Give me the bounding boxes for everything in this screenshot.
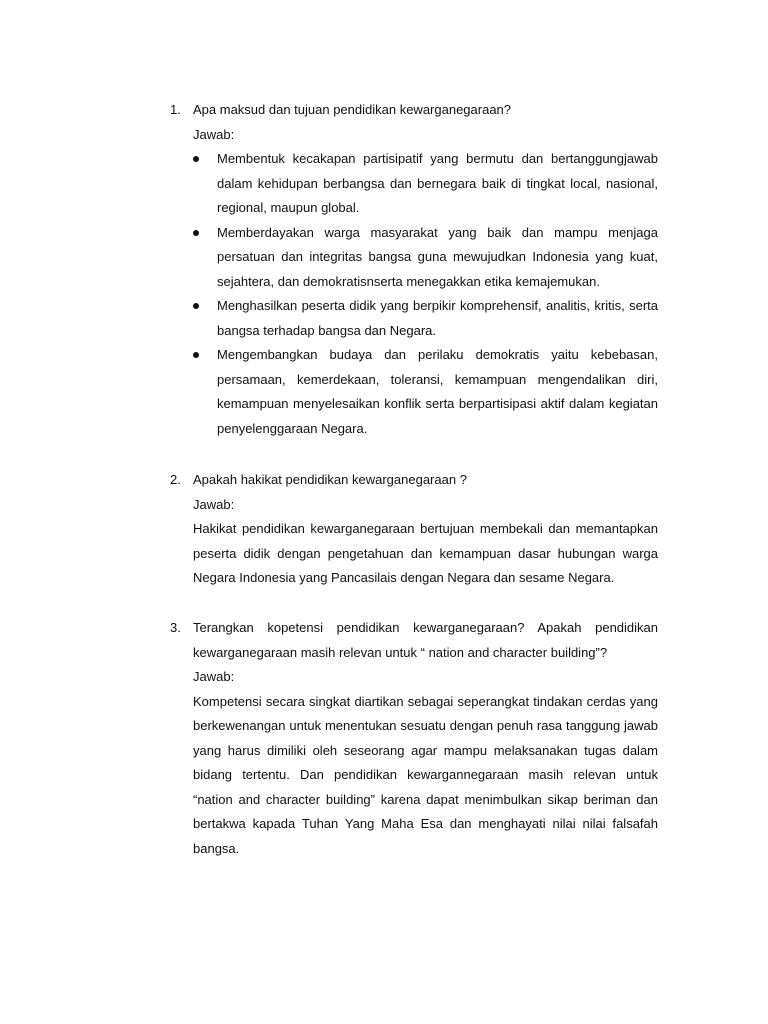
question-number: 2. [170,472,181,487]
answer-line: bidang tertentu. Dan pendidikan kewargannegaraan masih relevan untuk [193,767,658,782]
answer-line: Negara Indonesia yang Pancasilais dengan Negara dan sesame Negara. [193,570,615,585]
bullet-icon [193,352,199,358]
answer-line: berkewenangan untuk menentukan sesuatu dengan penuh rasa tanggung jawab [193,718,658,733]
answer-line: bertakwa kapada Tuhan Yang Maha Esa dan menghayati nilai nilai falsafah [193,816,658,831]
bullet-item [193,147,658,221]
bullet-line: Menghasilkan peserta didik yang berpikir komprehensif, analitis, kritis, serta [217,298,658,313]
bullet-line: kemampuan menyelesaikan konflik serta berpartisipasi aktif dalam kegiatan [217,396,658,411]
answer-line: Hakikat pendidikan kewarganegaraan bertujuan membekali dan memantapkan [193,521,658,536]
bullet-line: persatuan dan integritas bangsa guna mewujudkan Indonesia yang kuat, [217,249,658,264]
bullet-icon [193,303,199,309]
answer-line: “nation and character building” karena dapat menimbulkan sikap beriman dan [193,791,658,807]
bullet-line: persamaan, kemerdekaan, toleransi, kemampuan mengendalikan diri, [217,371,658,387]
bullet-line: sejahtera, dan demokratisnserta menegakkan etika kemajemukan. [217,273,600,289]
question-text: Apa maksud dan tujuan pendidikan kewarganegaraan? [193,102,512,117]
bullet-line: regional, maupun global. [217,200,360,215]
bullet-line: penyelenggaraan Negara. [217,420,368,436]
answer-line: peserta didik dengan pengetahuan dan kemampuan dasar hubungan warga [193,545,658,561]
answer-line: Kompetensi secara singkat diartikan sebagai seperangkat tindakan cerdas yang [193,693,658,709]
question-text: Terangkan kopetensi pendidikan kewarganegaraan? Apakah pendidikan [193,620,658,635]
bullet-item [193,221,658,295]
bullet-line: Mengembangkan budaya dan perilaku demokratis yaitu kebebasan, [217,347,658,362]
question-number: 1. [170,102,181,117]
bullet-line: bangsa terhadap bangsa dan Negara. [217,322,437,338]
answer-label: Jawab: [193,496,235,512]
bullet-icon [193,230,199,236]
bullet-icon [193,156,199,162]
bullet-line: Memberdayakan warga masyarakat yang baik dan mampu menjaga [217,224,658,240]
question-text: kewarganegaraan masih relevan untuk “ nation and character building”? [193,644,608,660]
bullet-item [193,294,658,343]
bullet-item [193,343,658,441]
question-number: 3. [170,620,181,635]
question-text: Apakah hakikat pendidikan kewarganegaraan ? [193,472,467,487]
answer-label: Jawab: [193,669,235,684]
answer-line: bangsa. [193,840,240,856]
answer-line: yang harus dimiliki oleh seseorang agar mampu melaksanakan tugas dalam [193,742,658,758]
bullet-line: Membentuk kecakapan partisipatif yang bermutu dan bertanggungjawab [217,151,658,166]
bullet-line: dalam kehidupan berbangsa dan bernegara baik di tingkat local, nasional, [217,175,658,191]
answer-bullet-list [193,147,658,441]
answer-label: Jawab: [193,126,235,142]
